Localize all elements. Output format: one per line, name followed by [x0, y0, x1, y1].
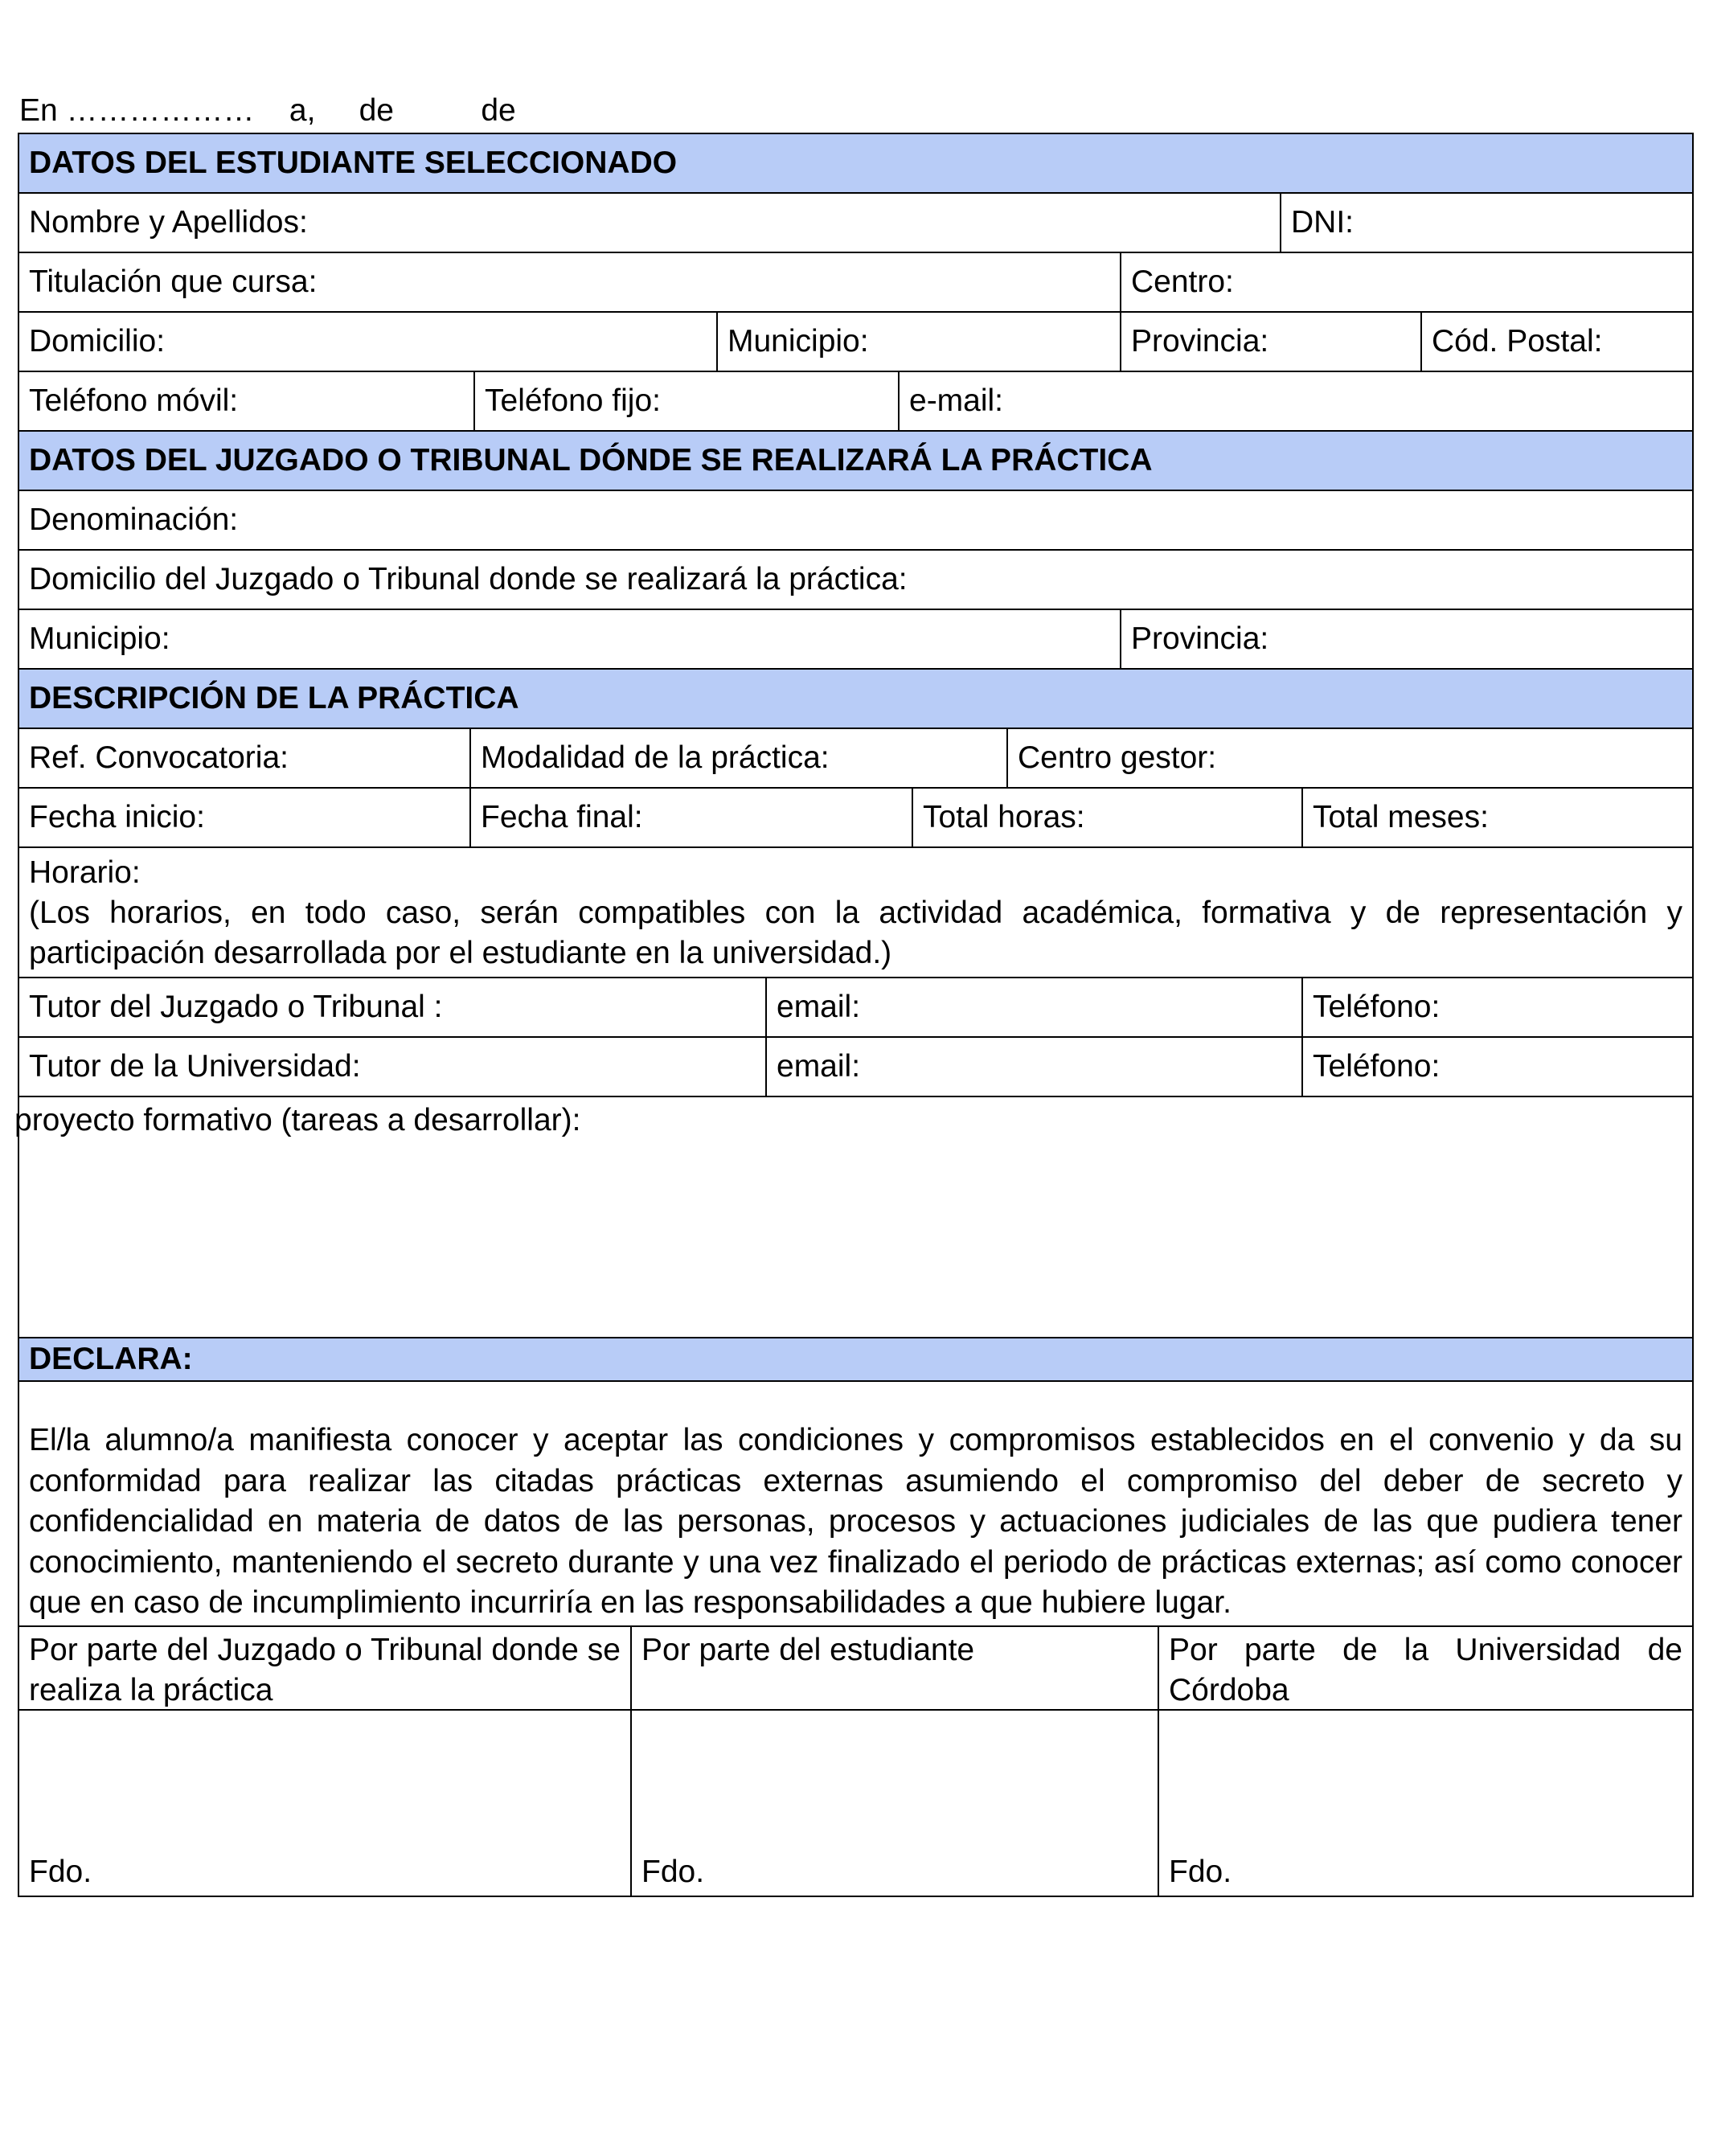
tutor-universidad-field[interactable]: Tutor de la Universidad:	[29, 1049, 361, 1084]
practice-row-tutor-juzgado	[19, 977, 1692, 1036]
signature-universidad-label	[1158, 1627, 1692, 1709]
fecha-inicio-field[interactable]: Fecha inicio:	[29, 800, 205, 834]
practice-row-tutor-universidad	[19, 1036, 1692, 1096]
fecha-final-field[interactable]: Fecha final:	[469, 789, 912, 846]
court-municipio-field[interactable]: Municipio:	[29, 621, 170, 656]
signature-juzgado-label	[19, 1627, 630, 1709]
total-horas-field[interactable]: Total horas:	[912, 789, 1301, 846]
signature-universidad-box[interactable]	[1158, 1711, 1692, 1896]
signature-universidad-text: Por parte de la Universidad de Córdoba	[1169, 1632, 1682, 1707]
court-row-domicilio	[19, 549, 1692, 609]
court-section-header: DATOS DEL JUZGADO O TRIBUNAL DÓNDE SE REALIZARÁ LA PRÁCTICA	[19, 432, 1692, 490]
court-provincia-field[interactable]: Provincia:	[1120, 610, 1692, 668]
date-line: En ……………… a, de de	[19, 93, 516, 128]
signature-estudiante-box[interactable]	[630, 1711, 1158, 1896]
practice-row-ref	[19, 728, 1692, 787]
student-row-titulacion	[19, 252, 1692, 311]
fdo-universidad: Fdo.	[1169, 1854, 1232, 1889]
telefono-movil-field[interactable]: Teléfono móvil:	[29, 383, 239, 418]
municipio-field[interactable]: Municipio:	[716, 313, 1120, 371]
practice-row-dates	[19, 787, 1692, 846]
practice-row-horario	[19, 846, 1692, 977]
practice-row-proyecto	[14, 1096, 1692, 1337]
horario-label: Horario:	[29, 855, 141, 890]
declaration-text: El/la alumno/a manifiesta conocer y aceptar las condiciones y compromisos establecidos en el convenio y da su conformidad para realizar las citadas prácticas externas asumiendo el compromiso del deber de secreto y confidencialidad en materia de datos de las personas, procesos y actuaciones judiciales de las que pudiera tener conocimiento, manteniendo el secreto durante y una vez finalizado el periodo de prácticas externas; así como conocer que en caso de incumplimiento incurriría en las responsabilidades a que hubiere lugar.	[29, 1423, 1682, 1620]
tutor-juzgado-field[interactable]: Tutor del Juzgado o Tribunal :	[29, 990, 443, 1024]
fdo-juzgado: Fdo.	[29, 1854, 92, 1889]
tutor-universidad-telefono-field[interactable]: Teléfono:	[1301, 1038, 1692, 1096]
signature-estudiante-label	[630, 1627, 1158, 1709]
centro-gestor-field[interactable]: Centro gestor:	[1006, 729, 1692, 787]
court-row-denominacion	[19, 490, 1692, 549]
tutor-universidad-email-field[interactable]: email:	[765, 1038, 1301, 1096]
denominacion-field[interactable]: Denominación:	[29, 502, 239, 537]
ref-convocatoria-field[interactable]: Ref. Convocatoria:	[29, 740, 289, 775]
centro-field[interactable]: Centro:	[1120, 253, 1692, 311]
student-row-contact	[19, 371, 1692, 430]
tutor-juzgado-telefono-field[interactable]: Teléfono:	[1301, 978, 1692, 1036]
signature-header-row	[19, 1625, 1692, 1709]
student-section-header: DATOS DEL ESTUDIANTE SELECCIONADO	[19, 134, 1692, 192]
court-domicilio-field[interactable]: Domicilio del Juzgado o Tribunal donde se realizará la práctica:	[29, 562, 908, 596]
practice-form	[14, 133, 1694, 1897]
declaration-section-header: DECLARA:	[19, 1338, 1692, 1380]
tutor-juzgado-email-field[interactable]: email:	[765, 978, 1301, 1036]
signature-juzgado-box[interactable]	[19, 1711, 630, 1896]
student-row-name	[19, 192, 1692, 252]
horario-field[interactable]	[19, 848, 1692, 977]
email-field[interactable]: e-mail:	[898, 372, 1692, 430]
practice-header-row	[19, 668, 1692, 728]
proyecto-formativo-field[interactable]	[14, 1097, 1692, 1337]
signature-estudiante-text: Por parte del estudiante	[641, 1632, 975, 1667]
fdo-estudiante: Fdo.	[641, 1854, 705, 1889]
student-row-address	[19, 311, 1692, 371]
signature-body-row	[19, 1709, 1692, 1896]
court-header-row	[19, 430, 1692, 490]
cod-postal-field[interactable]: Cód. Postal:	[1420, 313, 1692, 371]
declaration-row	[19, 1380, 1692, 1625]
signature-juzgado-text: Por parte del Juzgado o Tribunal donde se realiza la práctica	[29, 1632, 621, 1707]
horario-note: (Los horarios, en todo caso, serán compatibles con la actividad académica, formativa y de representación y participación desarrollada por el estudiante en la universidad.)	[29, 896, 1682, 970]
nombre-field[interactable]: Nombre y Apellidos:	[29, 205, 308, 240]
domicilio-field[interactable]: Domicilio:	[29, 324, 166, 359]
dni-field[interactable]: DNI:	[1280, 194, 1692, 252]
total-meses-field[interactable]: Total meses:	[1301, 789, 1692, 846]
provincia-field[interactable]: Provincia:	[1120, 313, 1420, 371]
proyecto-formativo-label: proyecto formativo (tareas a desarrollar):	[14, 1103, 581, 1137]
modalidad-field[interactable]: Modalidad de la práctica:	[469, 729, 1006, 787]
declaration-header-row	[19, 1337, 1692, 1380]
titulacion-field[interactable]: Titulación que cursa:	[29, 264, 318, 299]
telefono-fijo-field[interactable]: Teléfono fijo:	[473, 372, 898, 430]
practice-section-header: DESCRIPCIÓN DE LA PRÁCTICA	[19, 670, 1692, 728]
court-row-location	[19, 609, 1692, 668]
